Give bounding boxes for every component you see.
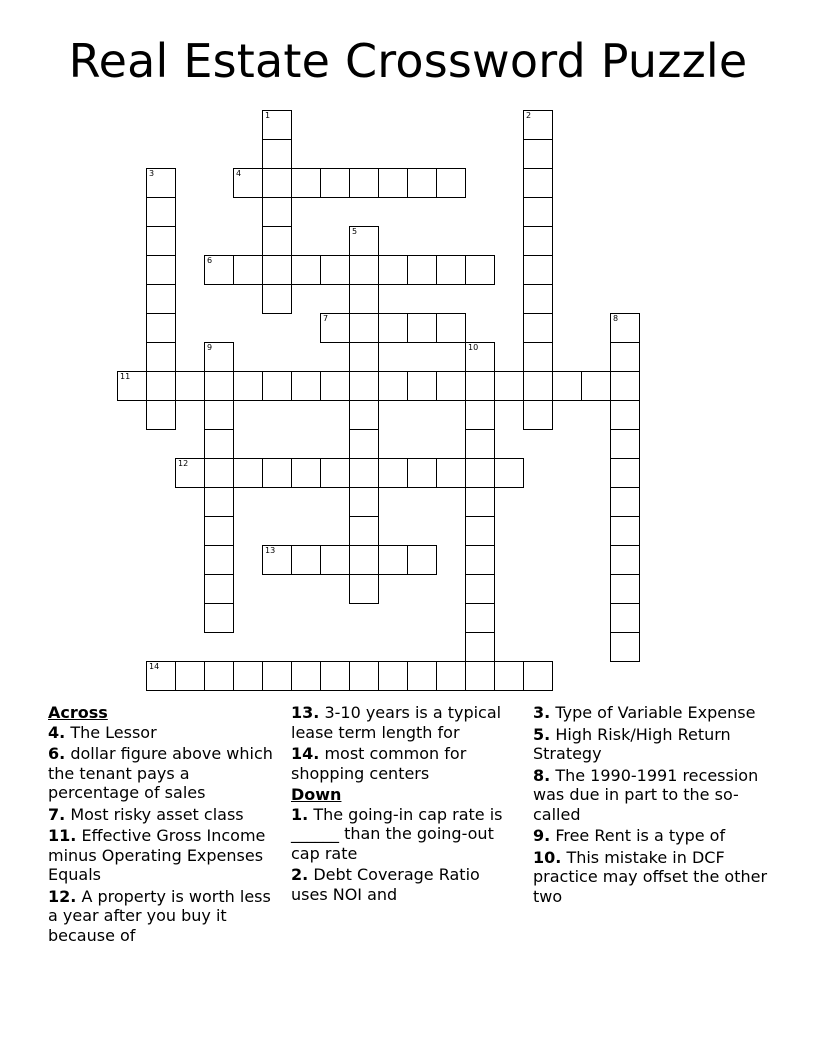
grid-cell[interactable]: [262, 255, 292, 285]
grid-cell[interactable]: [262, 284, 292, 314]
clue-number-label: 7: [323, 314, 329, 323]
grid-cell[interactable]: [610, 545, 640, 575]
grid-cell[interactable]: [349, 661, 379, 691]
grid-cell[interactable]: [494, 661, 524, 691]
grid-cell[interactable]: [146, 284, 176, 314]
grid-cell[interactable]: [204, 400, 234, 430]
grid-cell[interactable]: [349, 400, 379, 430]
grid-cell[interactable]: [610, 429, 640, 459]
grid-cell[interactable]: [581, 371, 611, 401]
grid-cell[interactable]: [378, 168, 408, 198]
clue-down-8: 8. The 1990-1991 recession was due in part to the so-called: [533, 765, 759, 824]
grid-cell[interactable]: [465, 545, 495, 575]
grid-cell[interactable]: [349, 574, 379, 604]
grid-cell[interactable]: [349, 458, 379, 488]
grid-cell[interactable]: [378, 661, 408, 691]
grid-cell[interactable]: [378, 313, 408, 343]
grid-cell[interactable]: [320, 168, 350, 198]
grid-cell[interactable]: [320, 458, 350, 488]
grid-cell[interactable]: [523, 168, 553, 198]
grid-cell[interactable]: [320, 371, 350, 401]
grid-cell[interactable]: [291, 661, 321, 691]
grid-cell[interactable]: [610, 516, 640, 546]
grid-cell[interactable]: [146, 255, 176, 285]
grid-cell[interactable]: [204, 371, 234, 401]
clue-across-11: 11. Effective Gross Income minus Operating Expenses Equals: [48, 826, 266, 884]
clue-number-label: 2: [526, 111, 532, 120]
grid-cell[interactable]: [610, 458, 640, 488]
clue-number-label: 1: [265, 111, 271, 120]
grid-cell[interactable]: [407, 255, 437, 285]
grid-cell[interactable]: [465, 661, 495, 691]
grid-cell[interactable]: [349, 342, 379, 372]
grid-cell[interactable]: [291, 458, 321, 488]
grid-cell[interactable]: [146, 371, 176, 401]
clue-number-label: 10: [468, 343, 479, 352]
grid-cell[interactable]: [378, 255, 408, 285]
grid-cell[interactable]: [146, 197, 176, 227]
across-heading: Across: [48, 703, 108, 722]
grid-cell[interactable]: [523, 371, 553, 401]
clue-down-3: 3. Type of Variable Expense: [533, 703, 756, 722]
grid-cell[interactable]: [349, 168, 379, 198]
grid-cell[interactable]: [407, 371, 437, 401]
grid-cell[interactable]: [465, 400, 495, 430]
clue-down-5: 5. High Risk/High Return Strategy: [533, 724, 731, 763]
clue-down-10: 10. This mistake in DCF practice may offset the other two: [533, 847, 768, 906]
grid-cell[interactable]: [349, 284, 379, 314]
clue-number-label: 14: [149, 662, 160, 671]
grid-cell[interactable]: [465, 487, 495, 517]
grid-cell[interactable]: [146, 313, 176, 343]
down-heading: Down: [291, 785, 342, 804]
grid-cell[interactable]: [349, 545, 379, 575]
grid-cell[interactable]: [291, 545, 321, 575]
grid-cell[interactable]: [407, 545, 437, 575]
grid-cell[interactable]: [610, 371, 640, 401]
clue-across-7: 7. Most risky asset class: [48, 804, 244, 824]
grid-cell[interactable]: [436, 255, 466, 285]
grid-cell[interactable]: [378, 545, 408, 575]
grid-cell[interactable]: [262, 371, 292, 401]
clue-number-label: 6: [207, 256, 213, 265]
grid-cell[interactable]: [349, 516, 379, 546]
clue-number-label: 3: [149, 169, 155, 178]
clue-number-label: 5: [352, 227, 358, 236]
grid-cell[interactable]: [146, 342, 176, 372]
grid-cell[interactable]: [204, 429, 234, 459]
grid-cell[interactable]: [233, 661, 263, 691]
grid-cell[interactable]: [291, 168, 321, 198]
grid-cell[interactable]: [407, 458, 437, 488]
grid-cell[interactable]: [320, 255, 350, 285]
grid-cell[interactable]: [378, 458, 408, 488]
grid-cell[interactable]: [233, 458, 263, 488]
grid-cell[interactable]: [610, 487, 640, 517]
clue-number-label: 8: [613, 314, 619, 323]
grid-cell[interactable]: [204, 458, 234, 488]
clue-down-9: 9. Free Rent is a type of: [533, 826, 726, 845]
grid-cell[interactable]: [552, 371, 582, 401]
clue-across-12: 12. A property is worth less a year after you buy it because of: [48, 886, 271, 945]
grid-cell[interactable]: [204, 516, 234, 546]
grid-cell[interactable]: [436, 661, 466, 691]
grid-cell[interactable]: [465, 603, 495, 633]
grid-cell[interactable]: [523, 255, 553, 285]
grid-cell[interactable]: [436, 313, 466, 343]
grid-cell[interactable]: [610, 603, 640, 633]
clue-number-label: 4: [236, 169, 242, 178]
grid-cell[interactable]: [610, 400, 640, 430]
grid-cell[interactable]: [175, 371, 205, 401]
grid-cell[interactable]: [465, 516, 495, 546]
grid-cell[interactable]: [291, 371, 321, 401]
clue-across-6: 6. dollar figure above which the tenant pays a percentage of sales: [48, 744, 273, 802]
clue-down-1: 1. The going-in cap rate is ______ than the going-out cap rate: [291, 804, 503, 863]
grid-cell[interactable]: [523, 313, 553, 343]
grid-cell[interactable]: [407, 661, 437, 691]
grid-cell[interactable]: [233, 371, 263, 401]
grid-cell[interactable]: [262, 661, 292, 691]
grid-cell[interactable]: [146, 226, 176, 256]
grid-cell[interactable]: [349, 313, 379, 343]
grid-cell[interactable]: [262, 458, 292, 488]
grid-cell[interactable]: [349, 255, 379, 285]
grid-cell[interactable]: [320, 545, 350, 575]
grid-cell[interactable]: [291, 255, 321, 285]
grid-cell[interactable]: [262, 197, 292, 227]
grid-cell[interactable]: [436, 458, 466, 488]
clue-number-label: 9: [207, 343, 213, 352]
clue-number-label: 11: [120, 372, 131, 381]
clues-column-3: [533, 703, 773, 908]
grid-cell[interactable]: [465, 574, 495, 604]
grid-cell[interactable]: [494, 371, 524, 401]
grid-cell[interactable]: [610, 632, 640, 662]
grid-cell[interactable]: [204, 545, 234, 575]
grid-cell[interactable]: [465, 429, 495, 459]
grid-cell[interactable]: [465, 458, 495, 488]
grid-cell[interactable]: [262, 139, 292, 169]
grid-cell[interactable]: [146, 400, 176, 430]
grid-cell[interactable]: [465, 255, 495, 285]
grid-cell[interactable]: [407, 313, 437, 343]
clue-down-2: 2. Debt Coverage Ratio uses NOI and: [291, 865, 480, 904]
grid-cell[interactable]: [523, 400, 553, 430]
grid-cell[interactable]: [204, 603, 234, 633]
grid-cell[interactable]: [233, 255, 263, 285]
grid-cell[interactable]: [262, 168, 292, 198]
grid-cell[interactable]: [436, 168, 466, 198]
grid-cell[interactable]: [523, 226, 553, 256]
grid-cell[interactable]: [175, 661, 205, 691]
grid-cell[interactable]: [523, 342, 553, 372]
grid-cell[interactable]: [349, 371, 379, 401]
grid-cell[interactable]: [523, 197, 553, 227]
clue-across-4: 4. The Lessor: [48, 722, 157, 742]
grid-cell[interactable]: [465, 371, 495, 401]
grid-cell[interactable]: [320, 661, 350, 691]
grid-cell[interactable]: [204, 487, 234, 517]
clues-column-1: [48, 703, 276, 947]
grid-cell[interactable]: [436, 371, 466, 401]
grid-cell[interactable]: [523, 139, 553, 169]
grid-cell[interactable]: [349, 487, 379, 517]
grid-cell[interactable]: [465, 632, 495, 662]
grid-cell[interactable]: [523, 284, 553, 314]
clue-across-13: 13. 3-10 years is a typical lease term length for: [291, 703, 502, 742]
clue-across-14: 14. most common for shopping centers: [291, 744, 467, 783]
page-title: Real Estate Crossword Puzzle: [68, 34, 748, 88]
clue-number-label: 12: [178, 459, 189, 468]
clues-column-2: [291, 703, 519, 906]
grid-cell[interactable]: [610, 342, 640, 372]
grid-cell[interactable]: [204, 574, 234, 604]
grid-cell[interactable]: [378, 371, 408, 401]
grid-cell[interactable]: [262, 226, 292, 256]
grid-cell[interactable]: [407, 168, 437, 198]
grid-cell[interactable]: [523, 661, 553, 691]
grid-cell[interactable]: [610, 574, 640, 604]
clue-number-label: 13: [265, 546, 276, 555]
grid-cell[interactable]: [494, 458, 524, 488]
grid-cell[interactable]: [349, 429, 379, 459]
grid-cell[interactable]: [204, 661, 234, 691]
